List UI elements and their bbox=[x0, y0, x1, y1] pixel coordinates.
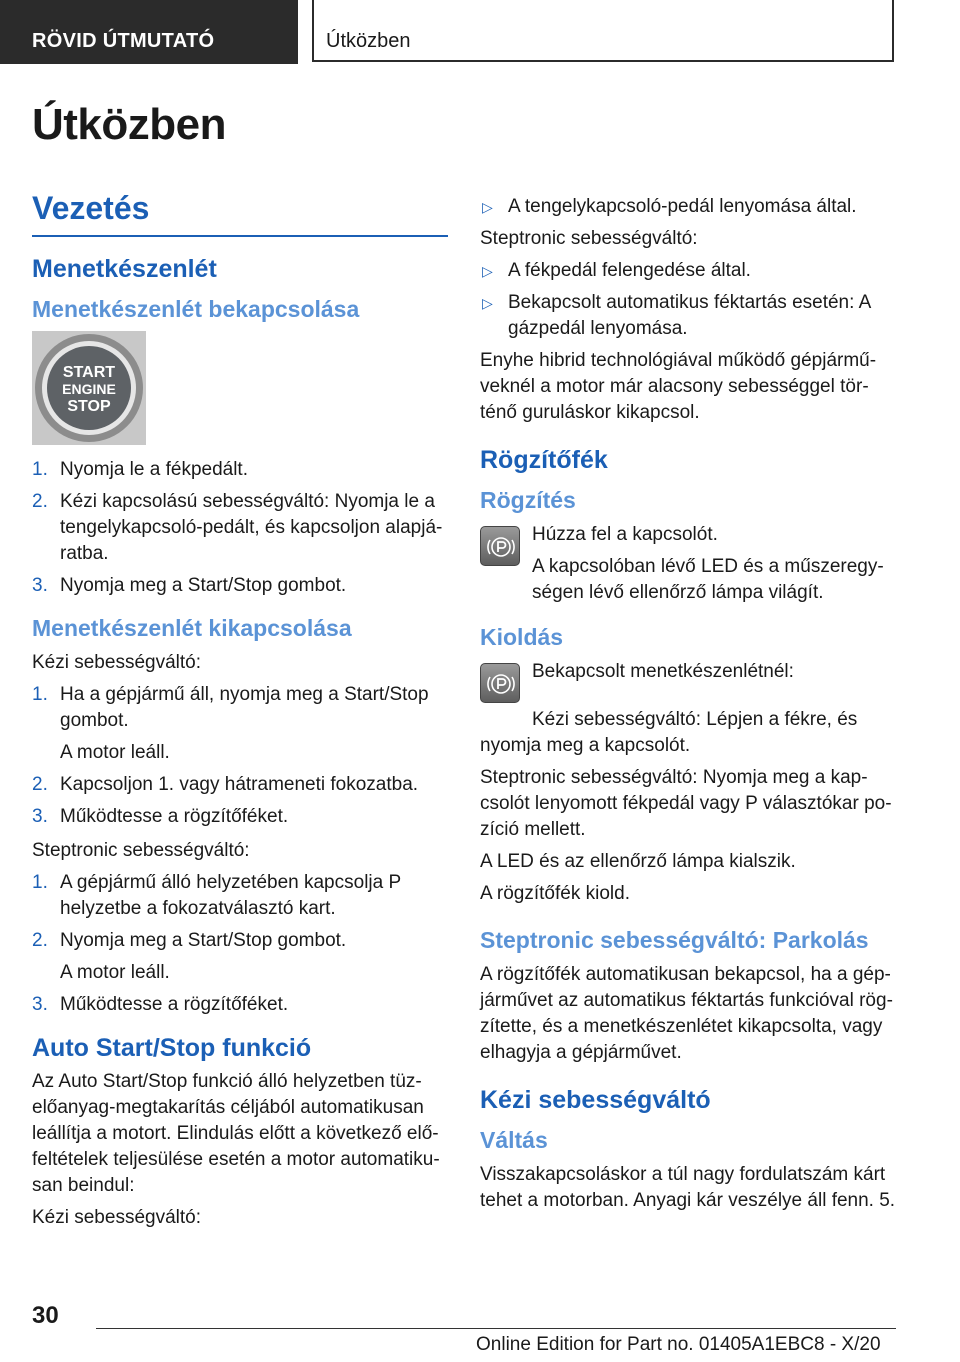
shift-text: Visszakapcsoláskor a túl nagy fordulatszám kárt tehet a motorban. Anyagi kár veszélye áll fenn. 5. bbox=[480, 1164, 896, 1211]
left-column bbox=[32, 190, 448, 1237]
list-item bbox=[32, 928, 448, 986]
bullet-triangle-icon: ▷ bbox=[482, 263, 493, 279]
list-item bbox=[32, 992, 448, 1018]
step-number: 2. bbox=[32, 774, 48, 795]
heading-ready-off: Menetkészenlét kikapcsolása bbox=[32, 615, 352, 641]
step-number: 1. bbox=[32, 684, 48, 705]
footer-divider bbox=[96, 1328, 896, 1329]
parking-text: A rögzítőfék automatikusan bekapcsol, ha a gépjárművet az automatikus féktartás funkcióval rögzítette, és a menetkészenlétet kikapcsolta, vagy elhagyja a gépjárművet. bbox=[480, 964, 893, 1063]
step-number: 3. bbox=[32, 575, 48, 596]
heading-driving: Vezetés bbox=[32, 190, 448, 237]
list-item bbox=[32, 870, 448, 922]
parking-brake-symbol bbox=[485, 668, 517, 700]
manual-label: Kézi sebességváltó: bbox=[32, 652, 201, 673]
heading-manual-gearbox: Kézi sebességváltó bbox=[480, 1086, 711, 1114]
start-stop-button-image bbox=[32, 331, 146, 445]
bullet-text: Bekapcsolt automatikus féktartás esetén: A gázpedál lenyomása. bbox=[508, 292, 871, 339]
header-section-tab bbox=[0, 0, 298, 64]
list-item bbox=[32, 489, 448, 567]
heading-ready-on: Menetkészenlét bekapcsolása bbox=[32, 296, 360, 322]
parking-brake-switch-icon bbox=[480, 663, 520, 703]
release-step-3: Steptronic sebességváltó: Nyomja meg a kapcsolót lenyomott fékpedál vagy P választókar pozíció mellett. bbox=[480, 767, 892, 840]
heading-parking-brake: Rögzítőfék bbox=[480, 446, 608, 474]
step-text: Nyomja meg a Start/Stop gombot. bbox=[60, 930, 347, 951]
heading-shift: Váltás bbox=[480, 1127, 548, 1153]
step-number: 3. bbox=[32, 994, 48, 1015]
step-number: 2. bbox=[32, 930, 48, 951]
auto-start-bullets-manual bbox=[480, 194, 896, 220]
ready-off-manual-steps bbox=[32, 682, 448, 830]
step-text: Nyomja meg a Start/Stop gombot. bbox=[60, 575, 347, 596]
parking-brake-symbol bbox=[485, 531, 517, 563]
release-step-5: A rögzítőfék kiold. bbox=[480, 883, 630, 904]
step-number: 1. bbox=[32, 459, 48, 480]
apply-step-1: Húzza fel a kapcsolót. bbox=[532, 524, 718, 545]
list-item bbox=[32, 804, 448, 830]
release-step-2: Kézi sebességváltó: Lépjen a fékre, és nyomja meg a kapcsolót. bbox=[480, 709, 858, 756]
header-chapter-label: Útközben bbox=[326, 30, 411, 52]
step-subtext: A motor leáll. bbox=[60, 962, 170, 983]
step-text: Nyomja le a fékpedált. bbox=[60, 459, 248, 480]
step-text: Működtesse a rögzítőféket. bbox=[60, 994, 289, 1015]
apply-block bbox=[480, 522, 896, 606]
page-number: 30 bbox=[32, 1302, 59, 1329]
auto-start-stop-text: Az Auto Start/Stop funkció álló helyzetben tüzelőanyag-megtakarítás céljából automatikusan leállítja a motort. Elindulás előtt a következő előfeltételek teljesülése esetén a motor automatikusan beindul: bbox=[32, 1071, 440, 1196]
start-stop-button-icon bbox=[32, 331, 146, 445]
step-text: Ha a gépjármű áll, nyomja meg a Start/Stop gombot. bbox=[60, 684, 429, 731]
header-section-label: RÖVID ÚTMUTATÓ bbox=[32, 30, 215, 52]
button-text-line-1: START bbox=[62, 364, 116, 381]
list-item bbox=[480, 194, 896, 220]
footer-edition: Online Edition for Part no. 01405A1EBC8 - X/20 bbox=[476, 1334, 881, 1355]
right-column bbox=[480, 194, 896, 1220]
release-step-1: Bekapcsolt menetkészenlétnél: bbox=[532, 661, 794, 682]
auto-start-bullets-steptronic bbox=[480, 258, 896, 342]
ready-off-steptronic-steps bbox=[32, 870, 448, 1018]
bullet-text: A tengelykapcsoló-pedál lenyomása által. bbox=[508, 196, 857, 217]
step-text: A gépjármű álló helyzetében kapcsolja P helyzetbe a fokozatválasztó kart. bbox=[60, 872, 401, 919]
parking-brake-switch-icon bbox=[480, 526, 520, 566]
steptronic-label: Steptronic sebességváltó: bbox=[480, 228, 698, 249]
header-chapter-tab bbox=[312, 0, 894, 62]
bullet-triangle-icon: ▷ bbox=[482, 199, 493, 215]
heading-auto-start-stop: Auto Start/Stop funkció bbox=[32, 1034, 312, 1062]
release-block bbox=[480, 659, 896, 711]
button-text-line-2: ENGINE bbox=[62, 381, 116, 397]
button-text-line-3: STOP bbox=[67, 398, 111, 415]
apply-step-2: A kapcsolóban lévő LED és a műszeregységen lévő ellenőrző lámpa világít. bbox=[532, 556, 884, 603]
list-item bbox=[32, 457, 448, 483]
step-text: Kézi kapcsolású sebességváltó: Nyomja le a tengelykapcsoló-pedált, és kapcsoljon alapjáratba. bbox=[60, 491, 443, 564]
bullet-text: A fékpedál felengedése által. bbox=[508, 260, 751, 281]
list-item bbox=[480, 290, 896, 342]
hybrid-text: Enyhe hibrid technológiával működő gépjárműveknél a motor már alacsony sebességgel történő guruláskor kikapcsol. bbox=[480, 350, 877, 423]
heading-ready: Menetkészenlét bbox=[32, 255, 217, 283]
step-number: 3. bbox=[32, 806, 48, 827]
steptronic-label: Steptronic sebességváltó: bbox=[32, 840, 250, 861]
step-text: Kapcsoljon 1. vagy hátrameneti fokozatba. bbox=[60, 774, 419, 795]
release-step-4: A LED és az ellenőrző lámpa kialszik. bbox=[480, 851, 796, 872]
page-title: Útközben bbox=[32, 100, 226, 149]
bullet-triangle-icon: ▷ bbox=[482, 295, 493, 311]
step-text: Működtesse a rögzítőféket. bbox=[60, 806, 289, 827]
list-item bbox=[32, 772, 448, 798]
list-item bbox=[480, 258, 896, 284]
heading-release: Kioldás bbox=[480, 624, 564, 650]
step-number: 2. bbox=[32, 491, 48, 512]
list-item bbox=[32, 682, 448, 766]
heading-apply: Rögzítés bbox=[480, 487, 576, 513]
step-subtext: A motor leáll. bbox=[60, 742, 170, 763]
list-item bbox=[32, 573, 448, 599]
ready-on-steps bbox=[32, 457, 448, 599]
auto-manual-label: Kézi sebességváltó: bbox=[32, 1207, 201, 1228]
step-number: 1. bbox=[32, 872, 48, 893]
heading-steptronic-parking: Steptronic sebességváltó: Parkolás bbox=[480, 927, 869, 953]
